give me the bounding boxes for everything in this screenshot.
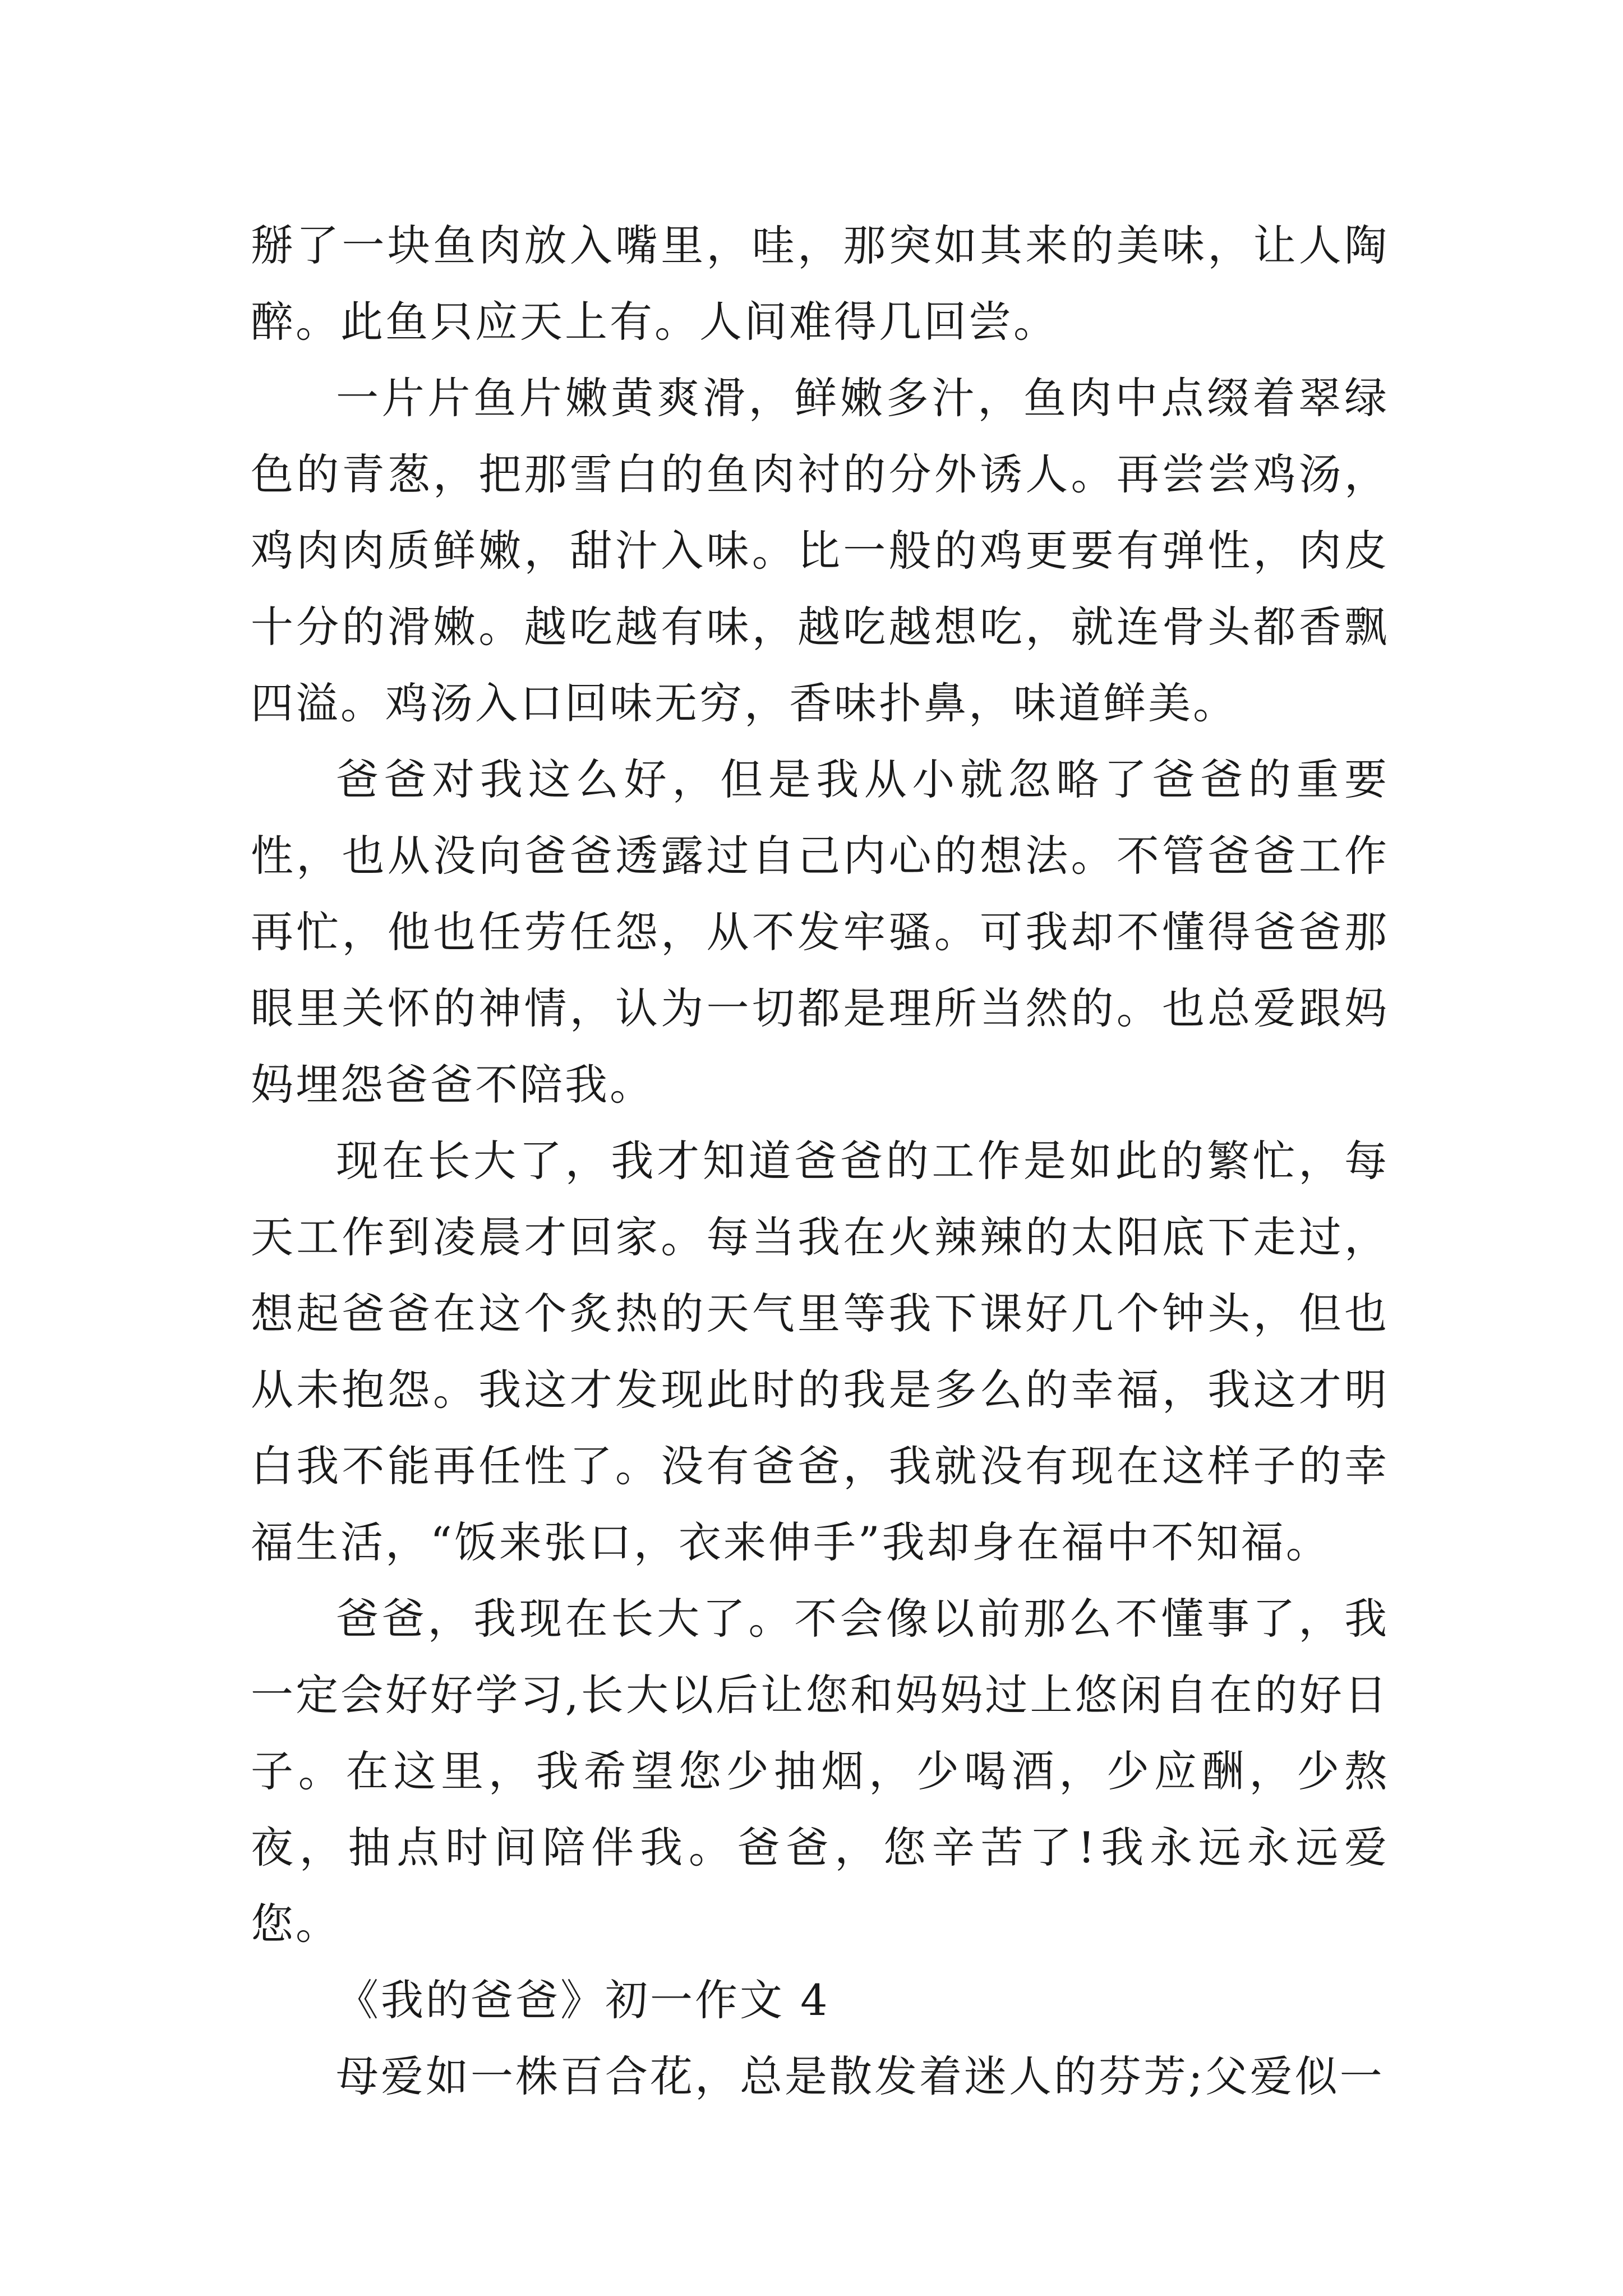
paragraph-4: 现在长大了，我才知道爸爸的工作是如此的繁忙，每天工作到凌晨才回家。每当我在火辣辣的太阳底下走过，想起爸爸在这个炙热的天气里等我下课好几个钟头，但也从未抱怨。我这才发现此时的我是多么的幸福，我这才明白我不能再任性了。没有爸爸，我就没有现在这样子的幸福生活，“饭来张口，衣来伸手”我却身在福中不知福。 [251, 1136, 1389, 1567]
paragraph-2: 一片片鱼片嫩黄爽滑，鲜嫩多汁，鱼肉中点缀着翠绿色的青葱，把那雪白的鱼肉衬的分外诱人。再尝尝鸡汤，鸡肉肉质鲜嫩，甜汁入味。比一般的鸡更要有弹性，肉皮十分的滑嫩。越吃越有味，越吃越想吃，就连骨头都香飘四溢。鸡汤入口回味无穷，香味扑鼻，味道鲜美。 [251, 373, 1389, 728]
section-title: 《我的爸爸》初一作文 4 [336, 1975, 830, 2025]
paragraph-5: 爸爸，我现在长大了。不会像以前那么不懂事了，我一定会好好学习,长大以后让您和妈妈过上悠闲自在的好日子。在这里，我希望您少抽烟，少喝酒，少应酬，少熬夜，抽点时间陪伴我。爸爸，您辛苦了!我永远永远爱您。 [251, 1594, 1389, 1949]
paragraph-1: 掰了一块鱼肉放入嘴里，哇，那突如其来的美味，让人陶醉。此鱼只应天上有。人间难得几回尝。 [251, 220, 1389, 347]
paragraph-3: 爸爸对我这么好，但是我从小就忽略了爸爸的重要性，也从没向爸爸透露过自己内心的想法。不管爸爸工作再忙，他也任劳任怨，从不发牢骚。可我却不懂得爸爸那眼里关怀的神情，认为一切都是理所当然的。也总爱跟妈妈埋怨爸爸不陪我。 [251, 754, 1389, 1110]
paragraph-6: 母爱如一株百合花，总是散发着迷人的芬芳;父爱似一 [336, 2051, 1385, 2101]
body-text [251, 208, 1389, 2115]
